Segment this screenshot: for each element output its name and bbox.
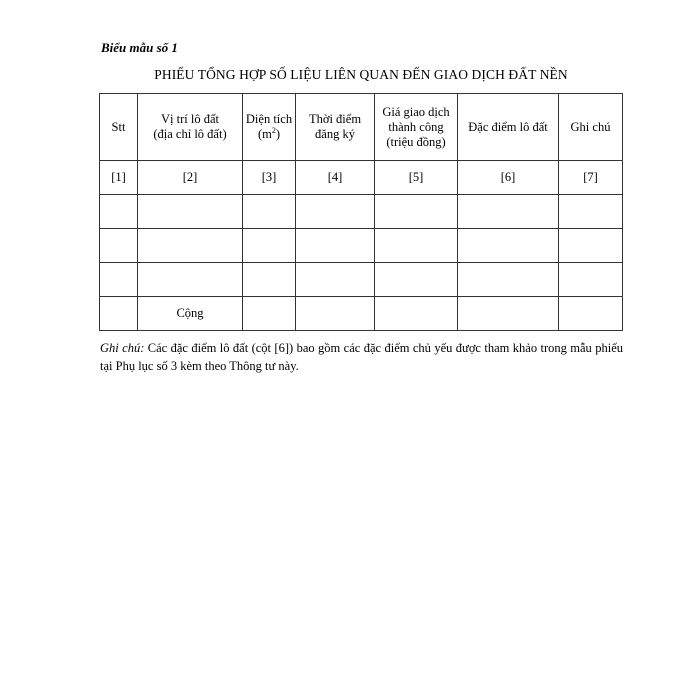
empty-cell	[100, 263, 138, 297]
header-time-line1: Thời điểm	[308, 112, 362, 126]
header-features: Đặc điểm lô đất	[458, 94, 559, 161]
header-area	[243, 94, 296, 161]
empty-cell	[458, 297, 559, 331]
header-location-line2: (địa chỉ lô đất)	[153, 127, 227, 141]
empty-cell	[100, 297, 138, 331]
column-index-cell: [6]	[458, 161, 559, 195]
header-row	[100, 94, 623, 161]
land-transaction-table	[99, 93, 623, 331]
empty-cell	[458, 263, 559, 297]
header-area-unit-close: )	[275, 127, 281, 141]
empty-cell	[138, 263, 243, 297]
table-row	[100, 195, 623, 229]
header-location-line1: Vị trí lô đất	[161, 112, 219, 126]
header-notes: Ghi chú	[559, 94, 623, 161]
empty-cell	[559, 229, 623, 263]
column-index-cell: [1]	[100, 161, 138, 195]
empty-cell	[559, 195, 623, 229]
column-index-cell: [4]	[296, 161, 375, 195]
column-index-cell: [5]	[375, 161, 458, 195]
header-area-unit-open: (m	[257, 127, 272, 141]
column-index-cell: [2]	[138, 161, 243, 195]
empty-cell	[100, 229, 138, 263]
empty-cell	[138, 195, 243, 229]
column-index-cell: [7]	[559, 161, 623, 195]
header-price-line3: (triệu đồng)	[386, 134, 446, 149]
empty-cell	[375, 297, 458, 331]
table-row	[100, 229, 623, 263]
empty-cell	[296, 195, 375, 229]
empty-cell	[138, 229, 243, 263]
empty-cell	[375, 229, 458, 263]
header-area-line1: Diện tích	[245, 112, 293, 126]
empty-cell	[375, 263, 458, 297]
empty-cell	[100, 195, 138, 229]
empty-cell	[243, 195, 296, 229]
header-time	[296, 94, 375, 161]
page-title: PHIẾU TỔNG HỢP SỐ LIỆU LIÊN QUAN ĐẾN GIAO DỊCH ĐẤT NỀN	[154, 67, 568, 82]
footnote	[100, 339, 623, 375]
header-stt: Stt	[100, 94, 138, 161]
column-index-row	[100, 161, 623, 195]
empty-cell	[243, 229, 296, 263]
header-area-unit-sup: 2	[271, 125, 276, 135]
empty-cell	[296, 297, 375, 331]
empty-cell	[375, 195, 458, 229]
empty-cell	[458, 195, 559, 229]
empty-cell	[559, 263, 623, 297]
column-index-cell: [3]	[243, 161, 296, 195]
footnote-text: Các đặc điểm lô đất (cột [6]) bao gồm các đặc điểm chủ yếu được tham khảo trong mẫu phiếu tại Phụ lục số 3 kèm theo Thông tư này.	[100, 341, 623, 373]
header-price-line2: thành công	[388, 119, 444, 134]
form-label: Biểu mẫu số 1	[101, 40, 178, 55]
empty-cell	[296, 229, 375, 263]
table-row	[100, 263, 623, 297]
total-label: Cộng	[138, 297, 243, 331]
empty-cell	[296, 263, 375, 297]
header-time-line2: đăng ký	[315, 127, 355, 141]
empty-cell	[559, 297, 623, 331]
header-price	[375, 94, 458, 161]
empty-cell	[243, 263, 296, 297]
header-location	[138, 94, 243, 161]
footnote-label: Ghi chú:	[100, 341, 145, 355]
empty-cell	[243, 297, 296, 331]
header-price-line1: Giá giao dịch	[382, 104, 450, 119]
empty-cell	[458, 229, 559, 263]
total-row	[100, 297, 623, 331]
